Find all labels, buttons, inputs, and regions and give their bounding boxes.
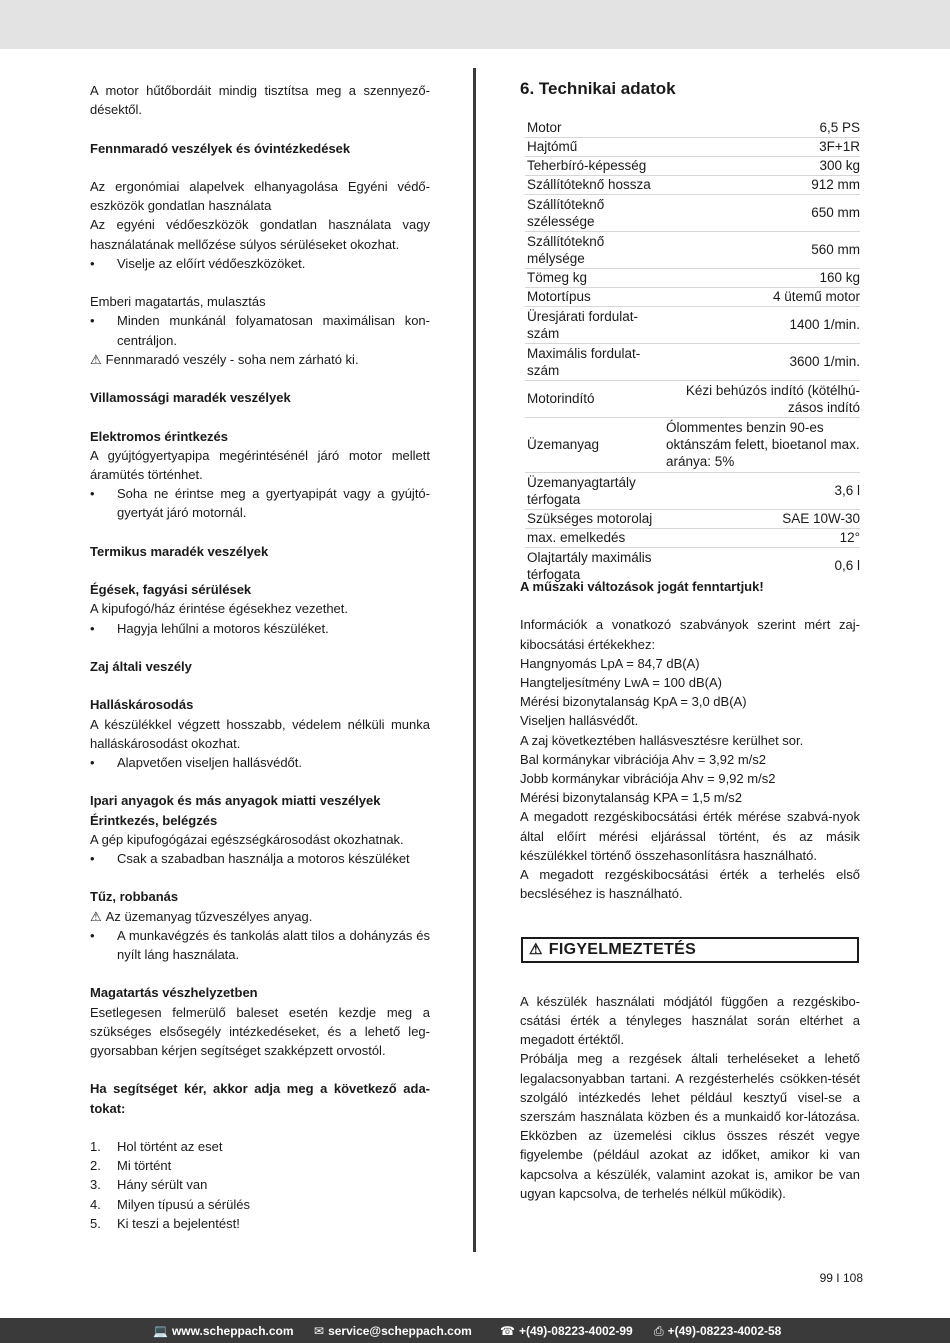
table-row: Hajtómű 3F+1R xyxy=(527,139,860,154)
column-divider xyxy=(473,68,476,1252)
list-item: 3. Hány sérült van xyxy=(90,1177,208,1193)
heading-inhalation: Érintkezés, belégzés xyxy=(90,812,218,828)
footer-email[interactable]: ✉ service@scheppach.com xyxy=(314,1324,472,1338)
ergonomics-text-2: Az egyéni védőeszközök gondatlan használata vagy használatának mellőzése súlyos sérüléseket okozhat. xyxy=(90,217,430,252)
table-row: Szükséges motorolaj SAE 10W-30 xyxy=(527,511,860,526)
inhalation-bullet: • Csak a szabadban használja a motoros készüléket xyxy=(90,850,410,866)
noise-line: Hangteljesítmény LwA = 100 dB(A) xyxy=(520,675,722,690)
heading-fire: Tűz, robbanás xyxy=(90,889,179,905)
burns-bullet: • Hagyja lehűlni a motoros készüléket. xyxy=(90,620,329,636)
burns-text: A kipufogó/ház érintése égésekhez vezethet. xyxy=(90,601,349,617)
electric-contact-text: A gyújtógyertyapipa megérintésénél járó motor mellett áramütés történhet. xyxy=(90,447,430,482)
noise-line: Mérési bizonytalanság KPA = 1,5 m/s2 xyxy=(520,790,742,806)
top-band xyxy=(0,0,950,49)
heading-residual-risks: Fennmaradó veszélyek és óvintézkedések xyxy=(90,140,351,156)
table-row: Maximális fordulat-szám 3600 1/min. xyxy=(525,343,860,380)
noise-line: Hangnyomás LpA = 84,7 dB(A) xyxy=(520,655,700,671)
fire-warning: ⚠ Az üzemanyag tűzveszélyes anyag. xyxy=(90,907,430,926)
table-row: max. emelkedés 12° xyxy=(527,530,860,545)
table-row: Teherbíró-képesség 300 kg xyxy=(527,158,860,173)
emergency-text: Esetlegesen felmerülő baleset esetén kezdje meg a szükséges elsősegély intézkedéseket, és a lehető leg-gyorsabban kérjen segítséget szakképzett orvostól. xyxy=(90,1004,430,1058)
inhalation-text: A gép kipufogógázai egészségkárosodást okozhatnak. xyxy=(90,831,404,847)
heading-help-info: Ha segítséget kér, akkor adja meg a következő ada-tokat: xyxy=(90,1081,430,1116)
residual-warning: ⚠ Fennmaradó veszély - soha nem zárható ki. xyxy=(90,350,430,369)
table-row: Motorindító Kézi behúzós indító (kötélhú-zásos indító xyxy=(525,380,860,417)
list-item: 1. Hol történt az eset xyxy=(90,1138,223,1154)
mail-icon: ✉ xyxy=(314,1324,325,1338)
table-row: Szállítóteknő szélessége 650 mm xyxy=(525,194,860,231)
table-row: Olajtartály maximális térfogata 0,6 l xyxy=(527,549,860,582)
heading-emergency: Magatartás vészhelyzetben xyxy=(90,985,258,1001)
fax-icon: ⎙ xyxy=(654,1324,664,1338)
phone-icon: ☎ xyxy=(500,1324,515,1338)
ergonomics-bullet: • Viselje az előírt védőeszközöket. xyxy=(90,255,306,271)
heading-industrial: Ipari anyagok és más anyagok miatti veszélyek xyxy=(90,793,381,809)
heading-thermal: Termikus maradék veszélyek xyxy=(90,543,269,559)
noise-line: Információk a vonatkozó szabványok szerint mért zaj-kibocsátási értékekhez: xyxy=(520,617,860,652)
list-item: 4. Milyen típusú a sérülés xyxy=(90,1196,250,1212)
noise-info xyxy=(520,615,860,903)
monitor-icon: 💻 xyxy=(153,1324,168,1338)
heading-burns: Égések, fagyási sérülések xyxy=(90,582,252,598)
page-number: 99 I 108 xyxy=(819,1271,863,1285)
footer-web[interactable]: 💻 www.scheppach.com xyxy=(153,1324,294,1338)
hearing-text: A készülékkel végzett hosszabb, védelem nélküli munka halláskárosodást okozhat. xyxy=(90,716,430,751)
human-behaviour-text: Emberi magatartás, mulasztás xyxy=(90,294,266,310)
section-title: 6. Technikai adatok xyxy=(520,79,676,98)
footer-fax: ⎙ +(49)-08223-4002-58 xyxy=(654,1324,782,1338)
list-item: 2. Mi történt xyxy=(90,1158,172,1174)
spec-table xyxy=(525,118,860,584)
rights-reserved: A műszaki változások jogát fenntartjuk! xyxy=(520,579,764,594)
warning-box xyxy=(521,937,859,963)
human-behaviour-bullet: • Minden munkánál folyamatosan maximálisan kon-centráljon. xyxy=(90,313,430,348)
noise-line: Viseljen hallásvédőt. xyxy=(520,713,639,729)
left-column xyxy=(90,81,430,1233)
table-row: Szállítóteknő hossza 912 mm xyxy=(527,177,860,192)
table-row: Motortípus 4 ütemű motor xyxy=(527,289,860,304)
warning-triangle-icon: ⚠ xyxy=(90,351,102,367)
heading-hearing: Halláskárosodás xyxy=(90,697,194,713)
footer-bar xyxy=(0,1318,950,1343)
table-row: Tömeg kg 160 kg xyxy=(527,270,860,285)
heading-electrical: Villamossági maradék veszélyek xyxy=(90,390,291,406)
noise-line: Jobb kormánykar vibrációja Ahv = 9,92 m/s2 xyxy=(520,771,776,787)
heading-noise: Zaj általi veszély xyxy=(90,658,192,674)
noise-line: A megadott rezgéskibocsátási érték a terhelés első becsléséhez is használható. xyxy=(520,867,860,902)
noise-line: Mérési bizonytalanság KpA = 3,0 dB(A) xyxy=(520,694,747,710)
heading-electric-contact: Elektromos érintkezés xyxy=(90,428,229,444)
fire-bullet: • A munkavégzés és tankolás alatt tilos a dohányzás és nyílt láng használata. xyxy=(90,927,430,962)
ergonomics-text-1: Az ergonómiai alapelvek elhanyagolása Egyéni védő-eszközök gondatlan használata xyxy=(90,178,430,214)
table-row: Szállítóteknő mélysége 560 mm xyxy=(525,231,860,268)
electric-contact-bullet: • Soha ne érintse meg a gyertyapipát vagy a gyújtó-gyertyát járó motornál. xyxy=(90,486,430,521)
noise-line: Bal kormánykar vibrációja Ahv = 3,92 m/s2 xyxy=(520,751,767,767)
table-row: Üzemanyag Ólommentes benzin 90-es oktánszám felett, bioetanol max. aránya: 5% xyxy=(525,417,860,472)
right-column xyxy=(520,78,860,1203)
warning-triangle-icon: ⚠ xyxy=(90,908,102,924)
table-row: Motor 6,5 PS xyxy=(525,118,860,137)
hearing-bullet: • Alapvetően viseljen hallásvédőt. xyxy=(90,754,303,770)
table-row: Üresjárati fordulat-szám 1400 1/min. xyxy=(525,306,860,343)
warning-triangle-icon: ⚠ xyxy=(529,941,543,959)
noise-line: A zaj következtében hallásvesztésre kerülhet sor. xyxy=(520,732,804,748)
warning-title: FIGYELMEZTETÉS xyxy=(548,941,697,959)
table-row: Üzemanyagtartály térfogata 3,6 l xyxy=(525,472,860,509)
warning-text-2: Próbálja meg a rezgések általi terheléseket a lehető legalacsonyabban tartani. A rezgésterhelés csökken-tését szolgáló intézkedés lehet például kesztyű visel-se a szerszám használata közben és a munkaidő kor-látozása. Ekközben az üzemelési ciklus összes részét vegye figyelembe (például azokat az időket, amikor ki van kapcsolva a készülék, valamint azokat is, amikor be van ugyan kapcsolva, de terhelés nélkül működik). xyxy=(520,1051,860,1201)
list-item: 5. Ki teszi a bejelentést! xyxy=(90,1215,240,1231)
noise-line: A megadott rezgéskibocsátási érték mérése szabvá-nyok által előírt mérési eljárással történt, és az másik készülékkel történő összehasonlításra használható. xyxy=(520,809,860,863)
warning-text-1: A készülék használati módjától függően a rezgéskibo-csátási érték a tényleges használat során eltérhet a megadott értéktől. xyxy=(520,993,860,1048)
cooling-fins-text: A motor hűtőbordáit mindig tisztítsa meg a szennyező-désektől. xyxy=(90,83,430,118)
footer-phone: ☎ +(49)-08223-4002-99 xyxy=(500,1324,633,1338)
